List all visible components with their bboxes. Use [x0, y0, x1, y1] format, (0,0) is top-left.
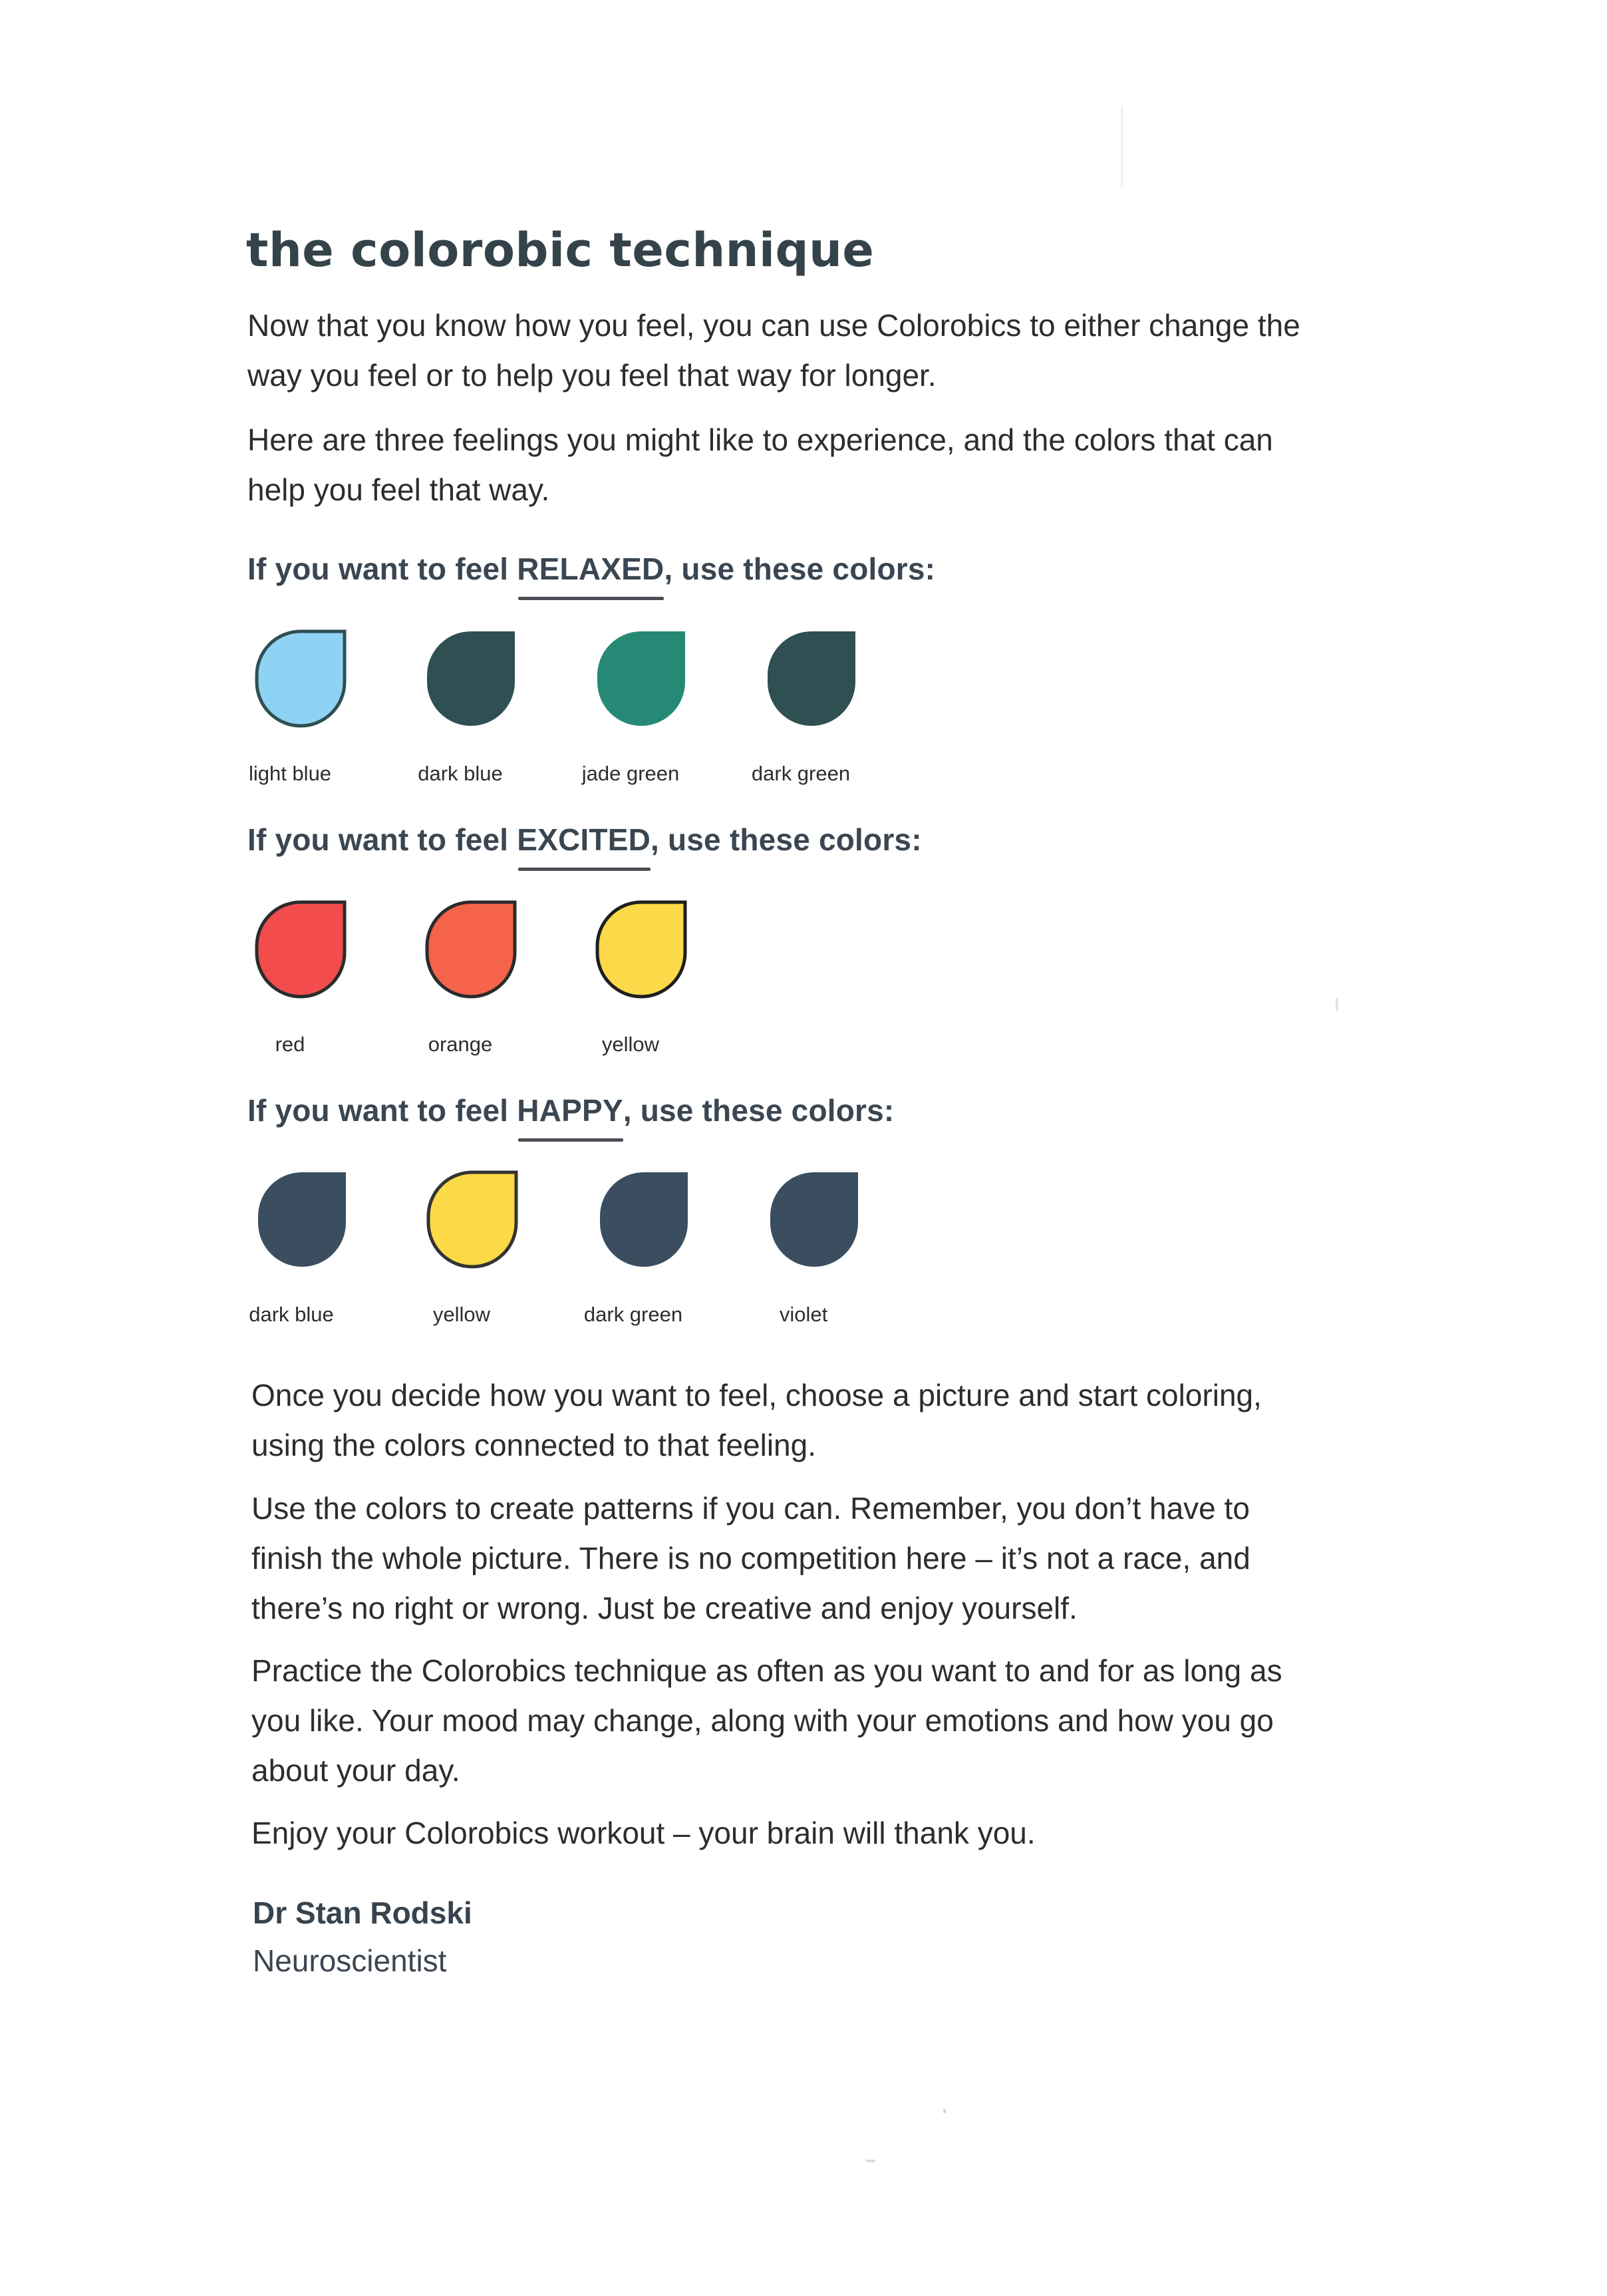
page-title: the colorobic technique — [246, 223, 875, 277]
color-swatch — [581, 629, 717, 785]
color-label: jade green — [581, 762, 680, 785]
text-line: Practice the Colorobics technique as often as you want to and for as long as — [251, 1653, 1282, 1688]
scan-artifact — [1336, 998, 1338, 1011]
intro-paragraph-2 — [247, 415, 1273, 515]
color-swatch — [757, 1170, 890, 1326]
section-heading-happy — [247, 1092, 894, 1128]
color-drop-icon — [254, 900, 347, 999]
heading-suffix: , use these colors: — [623, 1093, 895, 1128]
color-label: light blue — [248, 762, 332, 785]
body-paragraph-2 — [251, 1484, 1250, 1633]
color-label: red — [275, 1033, 305, 1056]
body-paragraph-3 — [251, 1646, 1282, 1796]
color-swatch-row-happy — [0, 1170, 1607, 1326]
section-heading-relaxed — [247, 551, 935, 587]
text-line: you like. Your mood may change, along with your emotions and how you go — [251, 1703, 1274, 1738]
text-line: about your day. — [251, 1753, 460, 1788]
scan-artifact — [866, 2160, 875, 2162]
color-drop-icon — [426, 1170, 519, 1269]
scan-artifact — [1121, 106, 1123, 186]
scan-artifact — [943, 2109, 946, 2113]
color-drop-icon — [595, 900, 688, 999]
color-drop-icon — [255, 1170, 349, 1269]
color-label: dark blue — [249, 1303, 334, 1326]
color-swatch — [414, 629, 547, 785]
color-label: violet — [779, 1303, 828, 1326]
text-line: Enjoy your Colorobics workout – your brain will thank you. — [251, 1816, 1036, 1850]
heading-prefix: If you want to feel — [247, 1093, 517, 1128]
color-swatch — [245, 1170, 378, 1326]
color-drop-icon — [424, 900, 517, 999]
color-swatch — [583, 1170, 720, 1326]
heading-prefix: If you want to feel — [247, 552, 517, 586]
text-line: help you feel that way. — [247, 472, 550, 507]
color-label: orange — [428, 1033, 493, 1056]
text-line: Use the colors to create patterns if you can. Remember, you don’t have to — [251, 1491, 1250, 1526]
text-line: there’s no right or wrong. Just be creative and enjoy yourself. — [251, 1591, 1078, 1625]
color-swatch-row-excited — [0, 900, 1607, 1056]
color-label: dark green — [751, 762, 851, 785]
color-drop-icon — [768, 1170, 861, 1269]
intro-paragraph-1 — [247, 301, 1300, 401]
body-paragraph-1 — [251, 1371, 1262, 1470]
color-drop-icon — [765, 629, 858, 729]
text-line: Now that you know how you feel, you can use Colorobics to either change the — [247, 308, 1300, 343]
text-line: using the colors connected to that feeling. — [251, 1428, 817, 1462]
color-drop-icon — [424, 629, 517, 729]
color-drop-icon — [254, 629, 347, 729]
text-line: Here are three feelings you might like to experience, and the colors that can — [247, 422, 1273, 457]
text-line: Once you decide how you want to feel, choose a picture and start coloring, — [251, 1378, 1262, 1412]
emotion-keyword: RELAXED — [517, 552, 664, 586]
heading-prefix: If you want to feel — [247, 822, 517, 857]
color-label: yellow — [432, 1303, 491, 1326]
color-swatch — [243, 629, 376, 785]
color-swatch — [415, 1170, 548, 1326]
heading-suffix: , use these colors: — [651, 822, 922, 857]
color-label: dark blue — [418, 762, 503, 785]
color-label: dark green — [583, 1303, 683, 1326]
color-swatch — [584, 900, 717, 1056]
color-label: yellow — [601, 1033, 660, 1056]
emotion-keyword: HAPPY — [517, 1093, 623, 1128]
color-swatch — [414, 900, 547, 1056]
emotion-keyword: EXCITED — [517, 822, 651, 857]
color-swatch-row-relaxed — [0, 629, 1607, 785]
color-swatch — [751, 629, 887, 785]
color-drop-icon — [597, 1170, 690, 1269]
author-role: Neuroscientist — [253, 1943, 447, 1978]
author-name: Dr Stan Rodski — [253, 1895, 472, 1930]
color-drop-icon — [595, 629, 688, 729]
body-paragraph-4 — [251, 1808, 1036, 1858]
text-line: way you feel or to help you feel that way for longer. — [247, 358, 937, 393]
section-heading-excited — [247, 822, 922, 858]
text-line: finish the whole picture. There is no competition here – it’s not a race, and — [251, 1541, 1250, 1575]
color-swatch — [243, 900, 376, 1056]
heading-suffix: , use these colors: — [664, 552, 936, 586]
